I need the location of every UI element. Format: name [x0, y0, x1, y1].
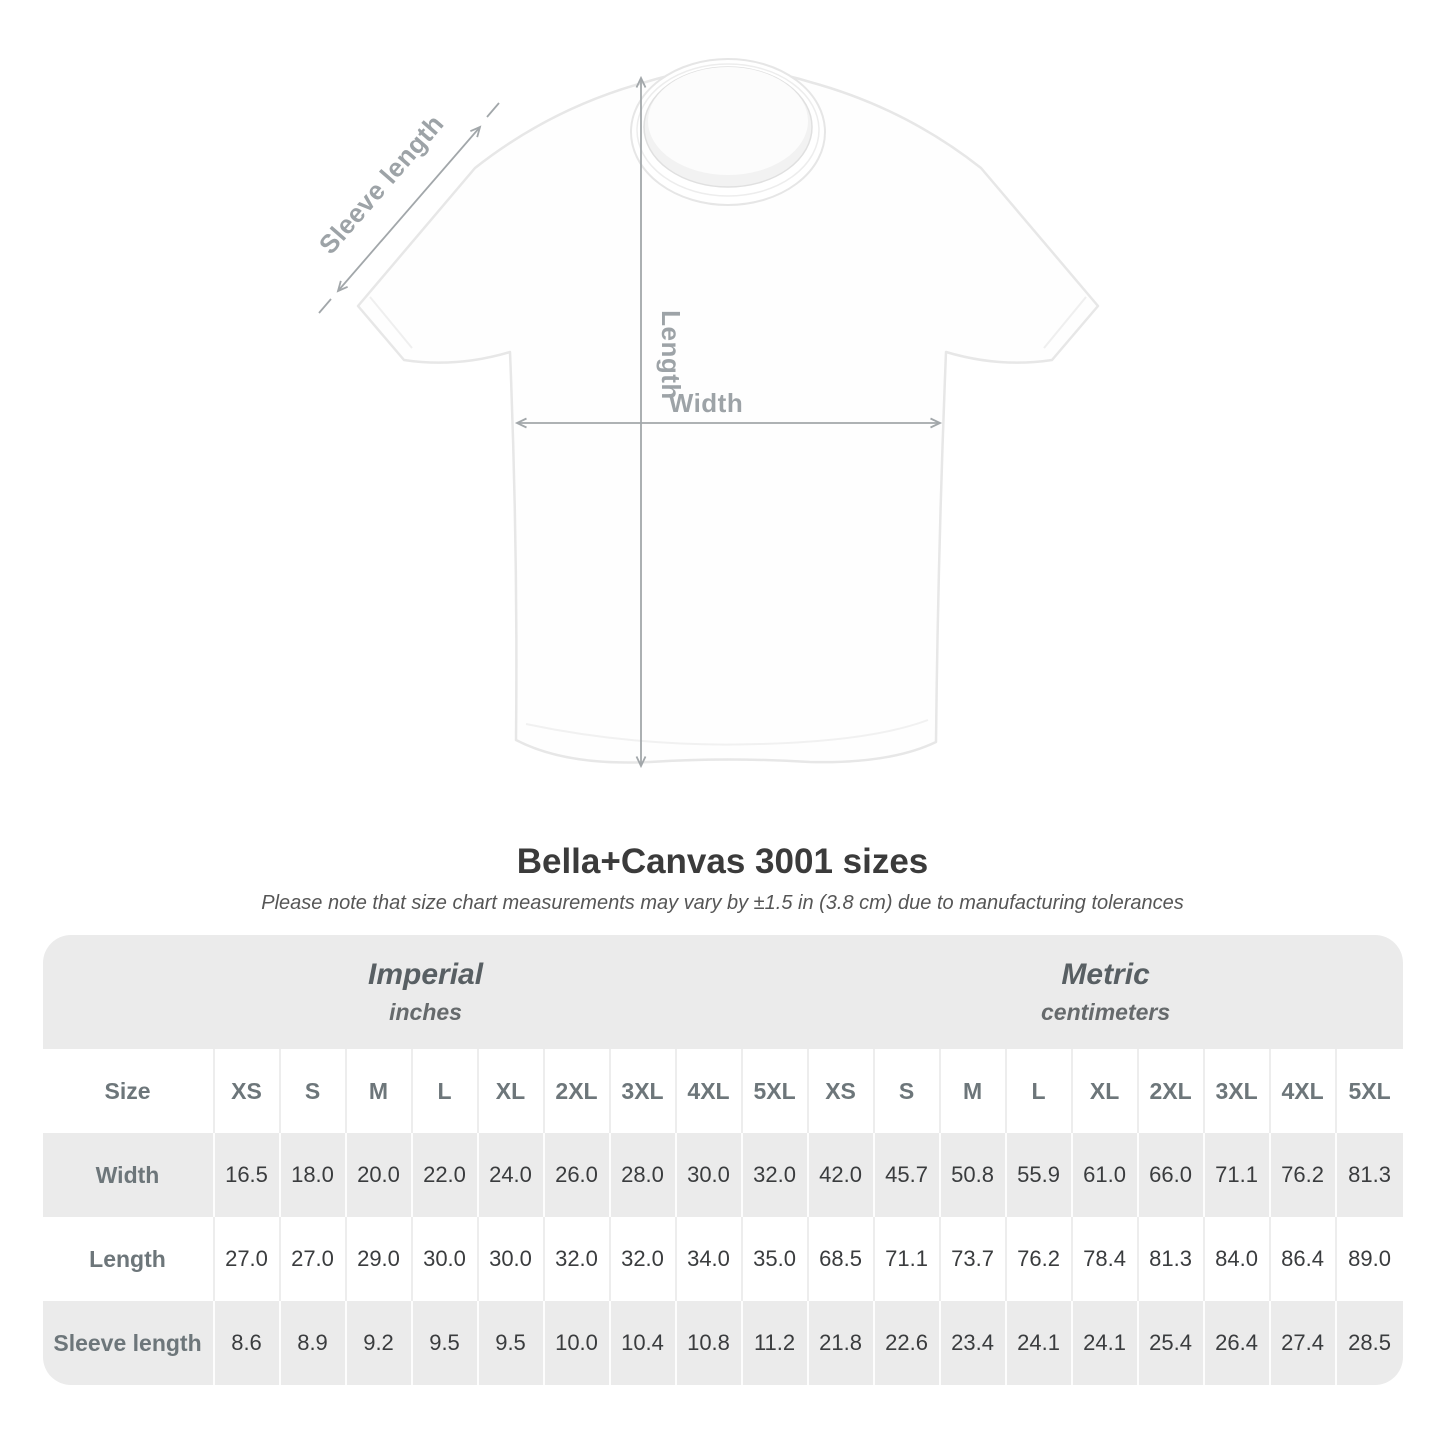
measurement-cell: 20.0 — [347, 1133, 413, 1217]
measurement-cell: 76.2 — [1007, 1217, 1073, 1301]
measurement-cell: 61.0 — [1073, 1133, 1139, 1217]
length-label: Length — [656, 310, 686, 400]
size-table — [43, 935, 1403, 1385]
measurement-cell: 81.3 — [1337, 1133, 1403, 1217]
row-label: Width — [43, 1133, 215, 1217]
measurement-cell: 8.6 — [215, 1301, 281, 1385]
row-label: Length — [43, 1217, 215, 1301]
measurement-cell: 27.4 — [1271, 1301, 1337, 1385]
measurement-cell: 22.6 — [875, 1301, 941, 1385]
sleeve-length-label: Sleeve length — [312, 108, 450, 260]
measurement-cell: 78.4 — [1073, 1217, 1139, 1301]
metric-unit: centimeters — [1041, 998, 1171, 1025]
size-header-cell: XS — [809, 1049, 875, 1133]
measurement-cell: 9.5 — [479, 1301, 545, 1385]
measurement-cell: 10.4 — [611, 1301, 677, 1385]
measurement-cell: 68.5 — [809, 1217, 875, 1301]
measurement-cell: 76.2 — [1271, 1133, 1337, 1217]
measurement-cell: 45.7 — [875, 1133, 941, 1217]
measurement-cell: 27.0 — [215, 1217, 281, 1301]
size-header-cell: 3XL — [611, 1049, 677, 1133]
measurement-cell: 11.2 — [743, 1301, 809, 1385]
measurement-cell: 66.0 — [1139, 1133, 1205, 1217]
measurement-cell: 28.5 — [1337, 1301, 1403, 1385]
measurement-cell: 71.1 — [1205, 1133, 1271, 1217]
size-header-row — [43, 1049, 1403, 1133]
measurement-cell: 32.0 — [611, 1217, 677, 1301]
size-header-cell: L — [1007, 1049, 1073, 1133]
measurement-cell: 81.3 — [1139, 1217, 1205, 1301]
metric-title: Metric — [1061, 958, 1150, 992]
size-header-cell: XS — [215, 1049, 281, 1133]
measurement-cell: 86.4 — [1271, 1217, 1337, 1301]
imperial-title: Imperial — [368, 958, 484, 992]
size-header-cell: L — [413, 1049, 479, 1133]
imperial-unit: inches — [389, 998, 462, 1025]
table-row-sleeve-length — [43, 1301, 1403, 1385]
measurement-cell: 16.5 — [215, 1133, 281, 1217]
measurement-cell: 10.0 — [545, 1301, 611, 1385]
size-header-cell: 2XL — [545, 1049, 611, 1133]
size-header-cell: 5XL — [1337, 1049, 1403, 1133]
width-label: Width — [668, 388, 744, 418]
measurement-cell: 24.1 — [1073, 1301, 1139, 1385]
size-header-cell: 4XL — [1271, 1049, 1337, 1133]
measurement-cell: 84.0 — [1205, 1217, 1271, 1301]
measurement-cell: 30.0 — [413, 1217, 479, 1301]
measurement-cell: 30.0 — [677, 1133, 743, 1217]
measurement-cell: 24.0 — [479, 1133, 545, 1217]
measurement-cell: 10.8 — [677, 1301, 743, 1385]
size-header-cell: M — [941, 1049, 1007, 1133]
size-header-cell: XL — [1073, 1049, 1139, 1133]
measurement-cell: 50.8 — [941, 1133, 1007, 1217]
size-header-cell: S — [281, 1049, 347, 1133]
imperial-header — [43, 935, 809, 1049]
tolerance-note: Please note that size chart measurements may vary by ±1.5 in (3.8 cm) due to manufacturing tolerances — [261, 892, 1184, 914]
size-table-grid — [43, 935, 1403, 1385]
size-column-header: Size — [43, 1049, 215, 1133]
size-header-cell: 4XL — [677, 1049, 743, 1133]
measurement-cell: 25.4 — [1139, 1301, 1205, 1385]
size-header-cell: 5XL — [743, 1049, 809, 1133]
size-header-cell: XL — [479, 1049, 545, 1133]
measurement-cell: 21.8 — [809, 1301, 875, 1385]
measurement-cell: 42.0 — [809, 1133, 875, 1217]
table-row-length — [43, 1217, 1403, 1301]
measurement-cell: 32.0 — [743, 1133, 809, 1217]
measurement-cell: 8.9 — [281, 1301, 347, 1385]
table-row-width — [43, 1133, 1403, 1217]
collar-graphic — [631, 59, 825, 205]
unit-header-row — [43, 935, 1403, 1049]
measurement-cell: 35.0 — [743, 1217, 809, 1301]
measurement-cell: 23.4 — [941, 1301, 1007, 1385]
measurement-cell: 28.0 — [611, 1133, 677, 1217]
measurement-cell: 71.1 — [875, 1217, 941, 1301]
measurement-cell: 55.9 — [1007, 1133, 1073, 1217]
measurement-cell: 22.0 — [413, 1133, 479, 1217]
measurement-cell: 27.0 — [281, 1217, 347, 1301]
measurement-cell: 32.0 — [545, 1217, 611, 1301]
measurement-cell: 34.0 — [677, 1217, 743, 1301]
measurement-cell: 9.2 — [347, 1301, 413, 1385]
row-label: Sleeve length — [43, 1301, 215, 1385]
size-header-cell: M — [347, 1049, 413, 1133]
size-header-cell: 3XL — [1205, 1049, 1271, 1133]
measurement-cell: 9.5 — [413, 1301, 479, 1385]
page-title: Bella+Canvas 3001 sizes — [516, 842, 929, 881]
metric-header — [809, 935, 1403, 1049]
measurement-cell: 73.7 — [941, 1217, 1007, 1301]
measurement-cell: 29.0 — [347, 1217, 413, 1301]
measurement-cell: 26.0 — [545, 1133, 611, 1217]
size-header-cell: S — [875, 1049, 941, 1133]
measurement-cell: 26.4 — [1205, 1301, 1271, 1385]
measurement-cell: 18.0 — [281, 1133, 347, 1217]
measurement-cell: 89.0 — [1337, 1217, 1403, 1301]
measurement-cell: 30.0 — [479, 1217, 545, 1301]
size-header-cell: 2XL — [1139, 1049, 1205, 1133]
measurement-cell: 24.1 — [1007, 1301, 1073, 1385]
